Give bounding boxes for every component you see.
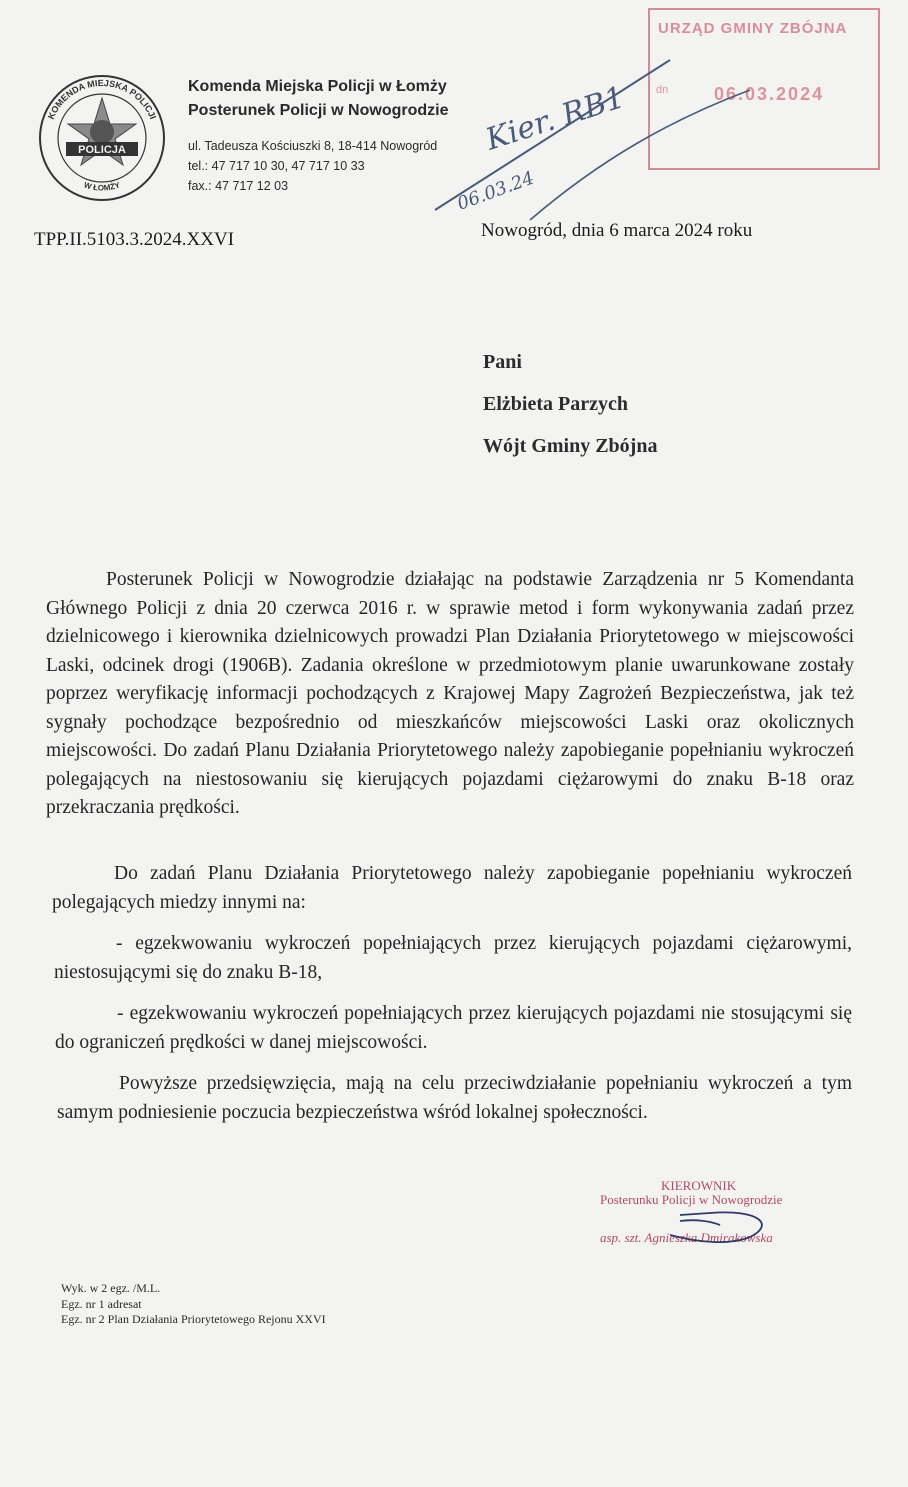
footer-copy-2: Egz. nr 2 Plan Działania Priorytetowego Rejonu XXVI xyxy=(61,1312,326,1326)
logo-ring-bottom: W ŁOMŻY xyxy=(82,180,122,193)
signature-title: KIEROWNIK xyxy=(661,1178,737,1193)
place-and-date: Nowogród, dnia 6 marca 2024 roku xyxy=(481,220,753,241)
police-badge-logo xyxy=(36,72,168,208)
footer-copies: Wyk. w 2 egz. /M.L. xyxy=(61,1281,161,1295)
body-paragraph-3: Powyższe przedsięwzięcia, mają na celu przeciwdziałanie popełnianiu wykroczeń a tym samym podniesienie poczucia bezpieczeństwa wśród lokalnej społeczności. xyxy=(57,1073,852,1123)
handwriting-note-1: Kier. RB1 xyxy=(481,79,630,158)
document-reference: TPP.II.5103.3.2024.XXVI xyxy=(34,229,235,250)
body-paragraph-1: Posterunek Policji w Nowogrodzie działając na podstawie Zarządzenia nr 5 Komendanta Głównego Policji z dnia 20 czerwca 2016 r. w sprawie metod i form wykonywania zadań przez dzielnicowego i kierownika dzielnicowych prowadzi Plan Działania Priorytetowego w miejscowości Laski, odcinek drogi (1906B). Zadania określone w przedmiotowym planie uwarunkowane zostały poprzez weryfikację informacji pochodzących z Krajowej Mapy Zagrożeń Bezpieczeństwa, jak też sygnały pochodzące bezpośrednio od mieszkańców miejscowości Laski oraz okolicznych miejscowości. Do zadań Planu Działania Priorytetowego należy zapobieganie popełnianiu wykroczeń polegających na niestosowaniu się kierujących pojazdami ciężarowymi do znaku B-18 oraz przekraczania prędkości. xyxy=(46,569,854,818)
signature-scribble xyxy=(650,1195,790,1255)
body-bullet-1: - egzekwowaniu wykroczeń popełniających przez kierujących pojazdami ciężarowymi, niestosującymi się do znaku B-18, xyxy=(54,933,852,983)
signature-name: asp. szt. Agnieszka Dmirakowska xyxy=(600,1230,773,1245)
addressee-name: Elżbieta Parzych xyxy=(483,393,628,415)
stamp-date-label: dn xyxy=(656,84,669,96)
org-address: ul. Tadeusza Kościuszki 8, 18-414 Nowogród xyxy=(188,139,438,153)
logo-center-text: POLICJA xyxy=(78,144,126,156)
org-name: Komenda Miejska Policji w Łomży xyxy=(188,78,447,95)
handwriting-note-2: 06.03.24 xyxy=(454,167,538,215)
addressee-title: Wójt Gminy Zbójna xyxy=(483,435,658,457)
stamp-title: URZĄD GMINY ZBÓJNA xyxy=(658,20,848,37)
org-fax: fax.: 47 717 12 03 xyxy=(188,179,289,193)
signature-org: Posterunku Policji w Nowogrodzie xyxy=(600,1192,783,1207)
logo-ring-top: KOMENDA MIEJSKA POLICJI xyxy=(45,77,159,121)
org-unit: Posterunek Policji w Nowogrodzie xyxy=(188,102,449,119)
addressee-salutation: Pani xyxy=(483,351,522,373)
stamp-date: 06.03.2024 xyxy=(714,84,825,104)
body-bullet-2: - egzekwowaniu wykroczeń popełniających przez kierujących pojazdami nie stosującymi się do ograniczeń prędkości w danej miejscowości. xyxy=(55,1003,852,1053)
org-phone: tel.: 47 717 10 30, 47 717 10 33 xyxy=(188,159,365,173)
footer-copy-1: Egz. nr 1 adresat xyxy=(61,1297,142,1311)
body-paragraph-2: Do zadań Planu Działania Priorytetowego należy zapobieganie popełnianiu wykroczeń polegających miedzy innymi na: xyxy=(52,863,852,913)
handwritten-annotation xyxy=(420,50,800,230)
